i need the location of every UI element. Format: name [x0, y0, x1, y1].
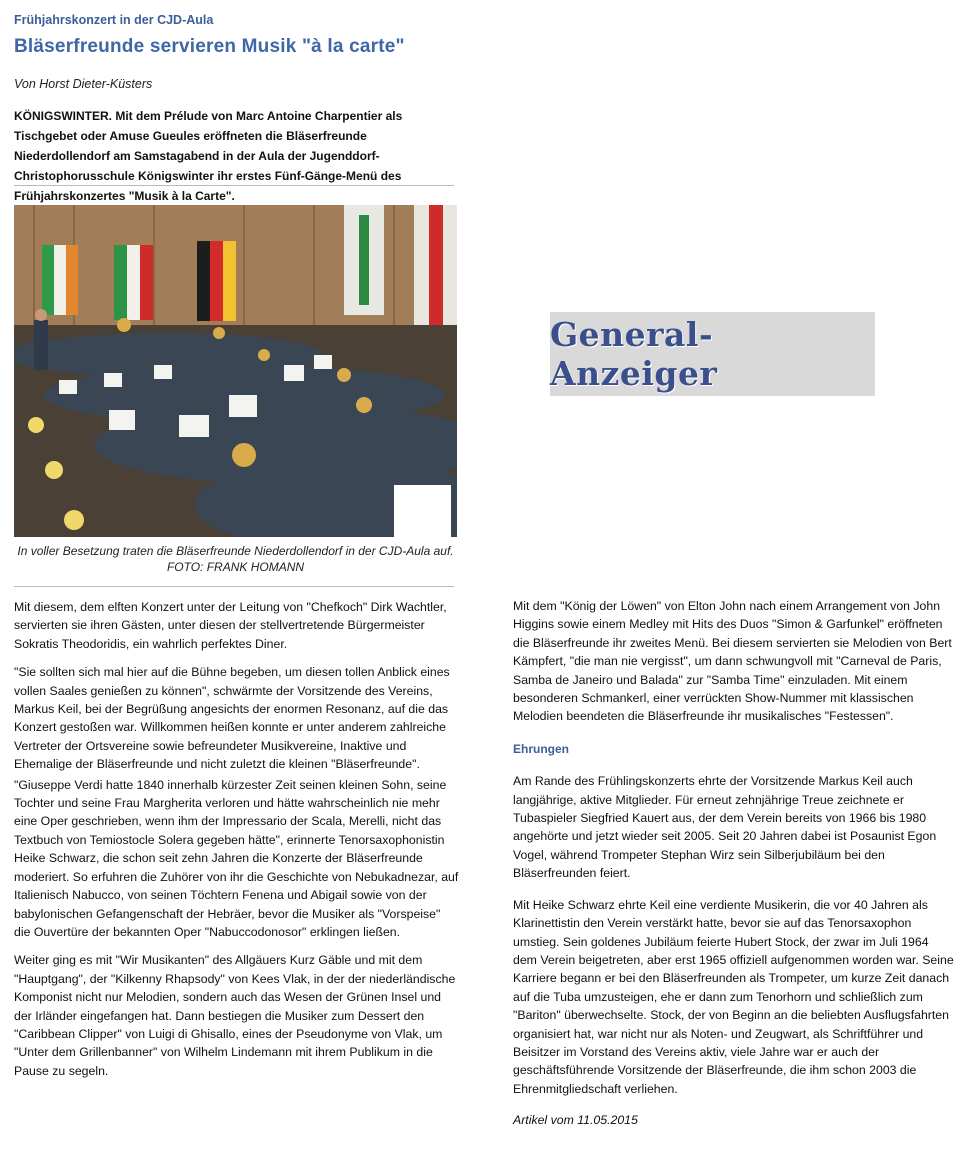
article-kicker: Frühjahrskonzert in der CJD-Aula — [14, 13, 214, 27]
body-paragraph: Mit diesem, dem elften Konzert unter der Leitung von "Chefkoch" Dirk Wachtler, servierten sie ihren Gästen, unter diesen der stellvertretende Bürgermeister Sokratis Theodoridis, ein wahrlich perfektes Diner. — [14, 600, 447, 651]
article-lead: KÖNIGSWINTER. Mit dem Prélude von Marc Antoine Charpentier als Tischgebet oder Amuse Gueules eröffneten die Bläserfreunde Niederdollendorf am Samstagabend in der Aula der Jugenddorf-Christophorusschule Königswinter ihr erstes Fünf-Gänge-Menü des Frühjahrskonzertes "Musik à la Carte". — [14, 109, 403, 203]
article-date: Artikel vom 11.05.2015 — [513, 1113, 638, 1128]
concert-photo — [14, 205, 457, 537]
body-right-column — [513, 597, 955, 1140]
body-paragraph: Mit dem "König der Löwen" von Elton John nach einem Arrangement von John Higgins sowie einem Medley mit Hits des Duos "Simon & Garfunkel" eröffneten die Bläserfreunde ihr zweites Menü. Bei diesem servierten sie Melodien von Bert Kämpfert, "die man nie vergisst", um dann schwungvoll mit "Carneval de Paris, Samba de Janeiro und Balada" zur "Samba Time" einzuladen. Mit einem besonderen Schmankerl, einer verrückten Show-Nummer mit klassischen Melodien beendeten die Bläserfreunde ihr musikalisches "Festessen". — [513, 599, 952, 724]
article-headline: Bläserfreunde servieren Musik "à la carte" — [14, 36, 405, 57]
irish-flag — [42, 245, 78, 315]
section-subheading: Ehrungen — [513, 741, 569, 756]
logo-text: General-Anzeiger — [550, 315, 718, 393]
photo-caption — [14, 543, 457, 575]
divider-top — [14, 185, 454, 186]
body-left-column — [14, 598, 459, 1090]
body-paragraph: "Giuseppe Verdi hatte 1840 innerhalb kürzester Zeit seinen kleinen Sohn, seine Tochter und seine Frau Margherita verloren und hätte wahrscheinlich nie mehr eine Oper geschrieben, wenn ihm der Impressario der Scala, Merelli, nicht das Textbuch von Temiostocle Solera gegeben hätte", erinnerte Tenorsaxophonistin Heike Schwarz, die schon seit zehn Jahren die Konzerte der Bläserfreunde moderiert. So erfuhren die Zuhörer von ihr die Geschichte von Nebukadnezar, auf Italienisch Nabucco, von seinen Töchtern Fenena und Abigail sowie von der babylonischen Gefangenschaft der Hebräer, bevor die Musiker als "Vorspeise" die Ouvertüre der bekannten Oper "Nabuccodonosor" erklingen ließen. — [14, 777, 459, 939]
photo-caption-text: In voller Besetzung traten die Bläserfreunde Niederdollendorf in der CJD-Aula auf. — [17, 544, 454, 558]
italian-flag — [114, 245, 153, 320]
photo-credit: FOTO: FRANK HOMANN — [166, 560, 305, 574]
body-paragraph: Weiter ging es mit "Wir Musikanten" des Allgäuers Kurz Gäble und mit dem "Hauptgang", der "Kilkenny Rhapsody" von Kees Vlak, in der der niederländische Komponist nicht nur Melodien, sondern auch das Wesen der Grünen Insel und der Irländer eingefangen hat. Dann bestiegen die Musiker zum Dessert den "Caribbean Clipper" von Luigi di Ghisallo, eines der Pseudonyme von Vlak, um "Unter dem Grillenbanner" von Wilhelm Lindemann mit ihrem Publikum in die Pause zu segeln. — [14, 953, 456, 1078]
newspaper-logo — [550, 312, 875, 396]
divider-mid — [14, 586, 454, 587]
body-paragraph: "Sie sollten sich mal hier auf die Bühne begeben, um diesen tollen Anblick eines vollen Saales genießen zu können", schwärmte der Vorsitzende des Vereins, Markus Keil, bei der Begrüßung angesichts der enormen Resonanz, auf die das Konzert gestoßen war. Willkommen heißen konnte er unter anderem zahlreiche Vertreter der Ortsvereine sowie befreundeter Musikvereine, Inaktive und Ehemalige der Bläserfreunde und nicht zuletzt die kleinen "Bläserfreunde". — [14, 665, 450, 772]
body-paragraph: Mit Heike Schwarz ehrte Keil eine verdiente Musikerin, die vor 40 Jahren als Klarinettistin den Verein verstärkt hatte, bevor sie auf das Tenorsaxophon umstieg. Sein goldenes Jubiläum feierte Hubert Stock, der zwar im Juli 1964 dem Verein beigetreten, aber erst 1965 offiziell aufgenommen worden war. Seine Karriere begann er bei den Bläserfreunden als Trompeter, um kurze Zeit danach auf die Tuba umzusteigen, ehe er dann zum Tenorhorn und schließlich zum "Bariton" überwechselte. Stock, der von Beginn an die beliebten Ausflugsfahrten organisiert hat, war nicht nur als Noten- und Zeugwart, als Schriftführer und Beisitzer im Vorstand des Vereins aktiv, viele Jahre war er auch der geschäftsführende Vorsitzende der Bläserfreunde, die ihm schon 2003 die Ehrenmitgliedschaft verliehen. — [513, 897, 954, 1096]
german-flag — [197, 241, 236, 321]
body-paragraph: Am Rande des Frühlingskonzerts ehrte der Vorsitzende Markus Keil auch langjährige, aktive Mitglieder. Für erneut zehnjährige Treue zeichnete er Tubaspieler Siegfried Kauert aus, der dem Verein bereits von 1966 bis 1980 angehörte und jetzt wieder seit 2005. Seit 20 Jahren dabei ist Posaunist Egon Vogel, während Trompeter Stephan Wirz sein Silberjubiläum bei den Bläserfreunden feiert. — [513, 774, 937, 881]
article-author: Von Horst Dieter-Küsters — [14, 77, 153, 91]
